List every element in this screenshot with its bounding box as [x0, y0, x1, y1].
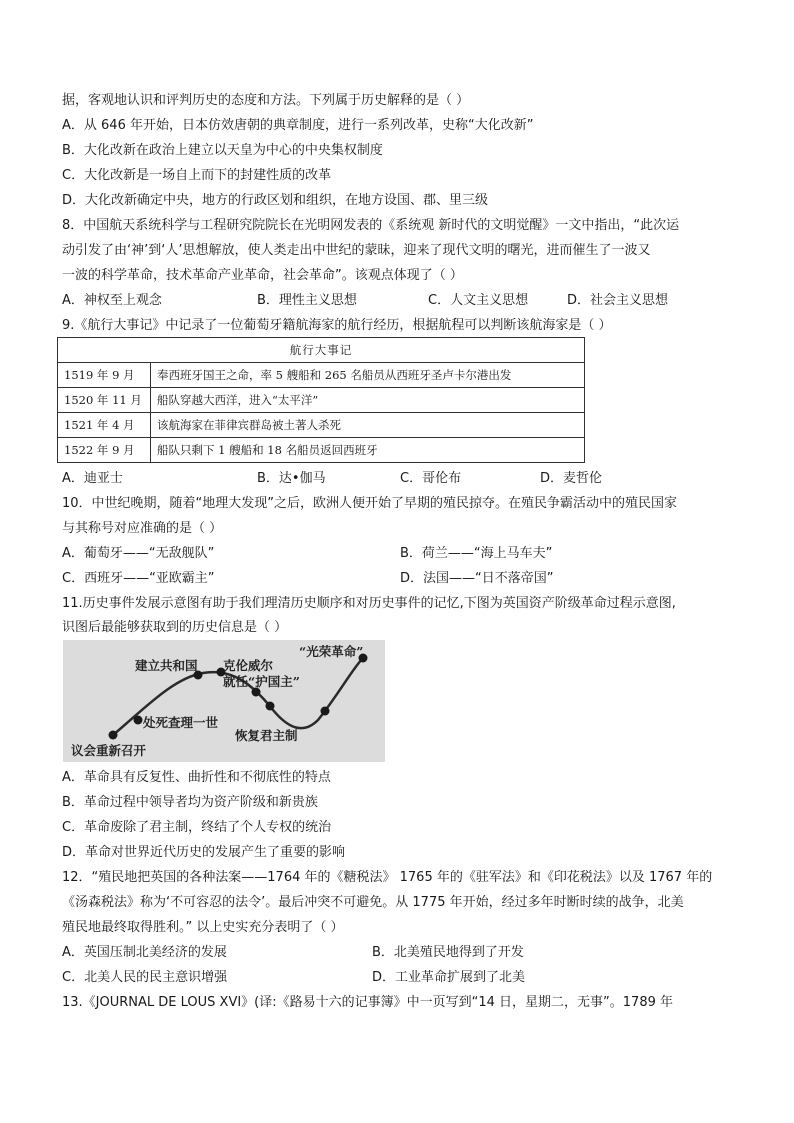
voyage-table	[57, 337, 585, 463]
q8-option-d: D．社会主义思想	[567, 293, 669, 308]
label-lord-protector: 就任“护国主”	[223, 674, 300, 689]
label-cromwell: 克伦威尔	[223, 658, 274, 673]
voyage-date: 1522 年 9 月	[58, 438, 151, 463]
q9-stem: 9.《航行大事记》中记录了一位葡萄牙籍航海家的航行经历，根据航程可以判断该航海家是（ ）	[62, 318, 612, 333]
voyage-table-title: 航行大事记	[58, 338, 585, 363]
event-dot	[134, 716, 143, 725]
q10-stem-line2: 与其称号对应准确的是（ ）	[62, 521, 223, 536]
revolution-process-diagram	[63, 640, 385, 762]
q11-stem-line1: 11.历史事件发展示意图有助于我们理清历史顺序和对历史事件的记忆,下图为英国资产阶级革命过程示意图,	[62, 596, 676, 611]
q12-option-a: A．英国压制北美经济的发展	[62, 945, 227, 960]
q8-stem-line2: 动引发了由‘神’到‘人’思想解放，使人类走出中世纪的蒙昧，迎来了现代文明的曙光，进而催生了一波又	[62, 243, 651, 258]
table-row	[58, 363, 585, 388]
q9-option-b: B．达•伽马	[257, 471, 326, 486]
q7-option-d: D．大化改新确定中央，地方的行政区划和组织，在地方设国、郡、里三级	[62, 193, 489, 208]
label-republic: 建立共和国	[135, 658, 198, 673]
voyage-event: 奉西班牙国王之命，率 5 艘船和 265 名船员从西班牙圣卢卡尔港出发	[151, 363, 585, 388]
q7-option-b: B．大化改新在政治上建立以天皇为中心的中央集权制度	[62, 143, 383, 158]
q10-option-c: C．西班牙——“亚欧霸主”	[62, 571, 215, 586]
q7-option-c: C．大化改新是一场自上而下的封建性质的改革	[62, 168, 332, 183]
event-dot	[109, 731, 118, 740]
q8-option-c: C．人文主义思想	[428, 293, 529, 308]
q11-option-a: A．革命具有反复性、曲折性和不彻底性的特点	[62, 770, 331, 785]
voyage-date: 1520 年 11 月	[58, 388, 151, 413]
q8-option-a: A．神权至上观念	[62, 293, 162, 308]
q12-option-c: C．北美人民的民主意识增强	[62, 970, 228, 985]
q12-option-b: B．北美殖民地得到了开发	[372, 945, 524, 960]
voyage-event: 该航海家在菲律宾群岛被土著人杀死	[151, 413, 585, 438]
voyage-date: 1519 年 9 月	[58, 363, 151, 388]
label-reconvene: 议会重新召开	[71, 743, 147, 758]
q11-option-b: B．革命过程中领导者均为资产阶级和新贵族	[62, 795, 318, 810]
q11-option-c: C．革命废除了君主制，终结了个人专权的统治	[62, 820, 332, 835]
label-glorious-revolution: “光荣革命”	[299, 644, 364, 659]
q8-option-b: B．理性主义思想	[257, 293, 357, 308]
q10-option-b: B．荷兰——“海上马车夫”	[400, 546, 553, 561]
q8-stem-line1: 8．中国航天系统科学与工程研究院院长在光明网发表的《系统观 新时代的文明觉醒》一文中指出，“此次运	[62, 218, 680, 233]
voyage-date: 1521 年 4 月	[58, 413, 151, 438]
label-execute-charles: 处死查理一世	[143, 715, 219, 730]
q13-stem: 13.《JOURNAL DE LOUS XVI》(译:《路易十六的记事簿》中一页写到“14 日，星期二，无事”。1789 年	[62, 995, 673, 1010]
q12-option-d: D．工业革命扩展到了北美	[372, 970, 526, 985]
table-row	[58, 438, 585, 463]
q9-option-d: D．麦哲伦	[540, 471, 603, 486]
q9-option-c: C．哥伦布	[400, 471, 462, 486]
event-dot	[266, 702, 275, 711]
voyage-event: 船队穿越大西洋，进入“太平洋”	[151, 388, 585, 413]
q7-stem-tail: 据，客观地认识和评判历史的态度和方法。下列属于历史解释的是（ ）	[62, 93, 470, 108]
q10-stem-line1: 10．中世纪晚期，随着“地理大发现”之后，欧洲人便开始了早期的殖民掠夺。在殖民争霸活动中的殖民国家	[62, 496, 678, 511]
event-dot	[321, 707, 330, 716]
q10-option-d: D．法国——“日不落帝国”	[400, 571, 554, 586]
q11-option-d: D．革命对世界近代历史的发展产生了重要的影响	[62, 845, 346, 860]
q12-stem-line2: 《汤森税法》称为‘不可容忍的法令’。最后冲突不可避免。从 1775 年开始，经过多年时断时续的战争，北美	[62, 895, 684, 910]
table-row	[58, 388, 585, 413]
voyage-table-header	[58, 338, 585, 363]
label-restoration: 恢复君主制	[235, 728, 298, 743]
q9-option-a: A．迪亚士	[62, 471, 123, 486]
q7-option-a: A．从 646 年开始，日本仿效唐朝的典章制度，进行一系列改革，史称“大化改新”	[62, 118, 534, 133]
voyage-event: 船队只剩下 1 艘船和 18 名船员返回西班牙	[151, 438, 585, 463]
q12-stem-line3: 殖民地最终取得胜利。” 以上史实充分表明了（ ）	[62, 920, 344, 935]
table-row	[58, 413, 585, 438]
q11-stem-line2: 识图后最能够获取到的历史信息是（ ）	[62, 620, 288, 635]
q8-stem-line3: 一波的科学革命，技术革命产业革命，社会革命”。该观点体现了（ ）	[62, 268, 463, 283]
q10-option-a: A．葡萄牙——“无敌舰队”	[62, 546, 215, 561]
q12-stem-line1: 12．“殖民地把英国的各种法案——1764 年的《糖税法》 1765 年的《驻军法》和《印花税法》以及 1767 年的	[62, 870, 713, 885]
